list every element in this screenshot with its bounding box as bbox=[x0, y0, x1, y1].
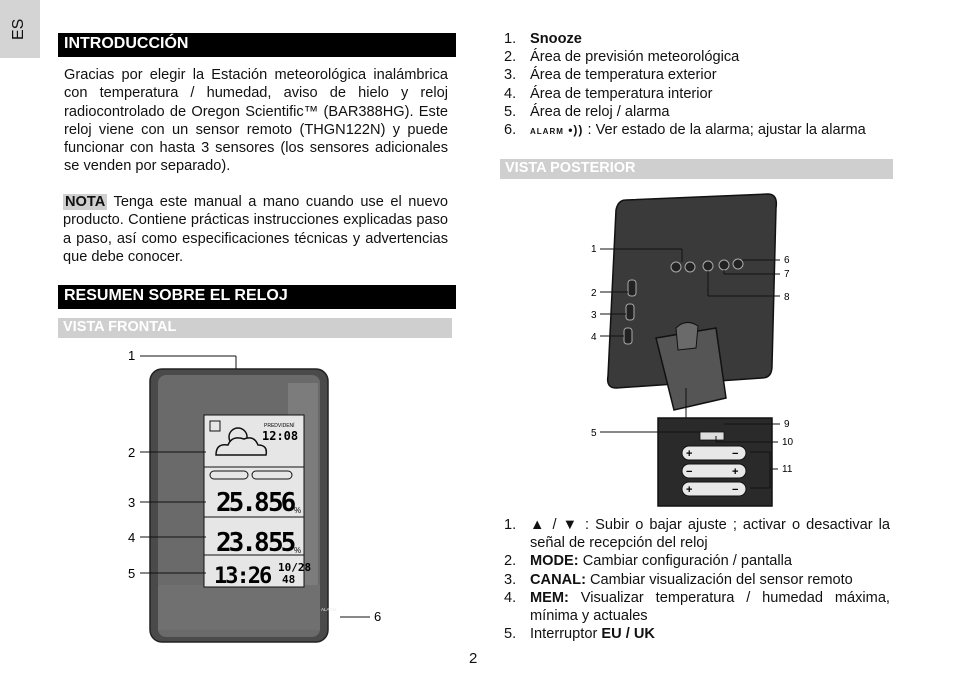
outdoor-humidity: 56 bbox=[268, 488, 294, 518]
list-item: 6. ALARM •)) : Ver estado de la alarma; ajustar la alarma bbox=[504, 122, 866, 139]
rear-callout-5: 5 bbox=[591, 428, 597, 439]
front-parts-list bbox=[500, 30, 895, 141]
rear-callout-11: 11 bbox=[782, 464, 793, 475]
svg-text:+: + bbox=[686, 448, 693, 460]
list-item: 1. ▲ / ▼ : Subir o bajar ajuste ; activar o desactivar la señal de recepción del reloj bbox=[504, 517, 890, 552]
rear-callout-10: 10 bbox=[782, 437, 794, 448]
alarm-button-label: ALARM bbox=[321, 607, 337, 612]
note-text: Tenga este manual a mano cuando use el nuevo producto. Contiene prácticas instrucciones explicadas paso a paso, así como especificaciones técnicas y advertencias que debe conocer. bbox=[63, 194, 448, 265]
note-paragraph bbox=[63, 193, 448, 266]
list-item: 4. MEM: Visualizar temperatura / humedad máxima, mínima y actuales bbox=[504, 589, 890, 625]
rear-callout-1: 1 bbox=[591, 244, 597, 255]
front-view-illustration bbox=[118, 345, 388, 650]
rear-callout-2: 2 bbox=[591, 288, 597, 299]
outdoor-humidity-unit: % bbox=[294, 506, 302, 515]
list-item: 2. Área de previsión meteorológica bbox=[504, 49, 740, 66]
forecast-label: PREDVIDENÍ bbox=[264, 423, 295, 429]
list-item: 5. Interruptor EU / UK bbox=[504, 626, 655, 643]
svg-text:−: − bbox=[686, 466, 693, 478]
svg-text:+: + bbox=[686, 484, 693, 496]
outdoor-temperature: 25.8 bbox=[216, 488, 267, 518]
rear-callout-8: 8 bbox=[784, 292, 790, 303]
intro-heading: INTRODUCCIÓN bbox=[58, 33, 456, 57]
indoor-humidity: 55 bbox=[268, 528, 294, 558]
front-callout-3: 3 bbox=[128, 495, 136, 510]
rear-callout-3: 3 bbox=[591, 310, 597, 321]
clock-time: 13:26 bbox=[214, 564, 271, 589]
note-label: NOTA bbox=[65, 194, 106, 210]
summary-heading: RESUMEN SOBRE EL RELOJ bbox=[58, 285, 456, 309]
list-item: 3. Área de temperatura exterior bbox=[504, 67, 717, 84]
rear-callout-4: 4 bbox=[591, 332, 597, 343]
list-item: 1. Snooze bbox=[504, 31, 582, 47]
indoor-temperature: 23.8 bbox=[216, 528, 267, 558]
forecast-time: 12:08 bbox=[262, 429, 299, 443]
list-item: 2. MODE: Cambiar configuración / pantalla bbox=[504, 553, 793, 570]
rear-parts-list bbox=[500, 516, 890, 643]
front-callout-4: 4 bbox=[128, 530, 136, 545]
svg-text:+: + bbox=[732, 466, 739, 478]
list-item: 4. Área de temperatura interior bbox=[504, 85, 713, 102]
front-callout-6: 6 bbox=[374, 609, 382, 624]
rear-view-illustration bbox=[586, 188, 806, 510]
down-arrow-icon: ▼ bbox=[562, 517, 579, 533]
front-callout-1: 1 bbox=[128, 348, 136, 363]
alarm-icon: ALARM •)) bbox=[530, 123, 584, 138]
front-view-heading: VISTA FRONTAL bbox=[58, 318, 452, 338]
language-label: ES bbox=[10, 18, 27, 40]
rear-view-heading: VISTA POSTERIOR bbox=[500, 159, 893, 179]
front-callout-5: 5 bbox=[128, 566, 136, 581]
up-arrow-icon: ▲ bbox=[530, 517, 547, 533]
svg-text:−: − bbox=[732, 484, 739, 496]
list-item: 5. Área de reloj / alarma bbox=[504, 103, 670, 120]
clock-seconds: 48 bbox=[282, 573, 296, 586]
list-item: 3. CANAL: Cambiar visualización del sensor remoto bbox=[504, 571, 853, 588]
rear-callout-6: 6 bbox=[784, 255, 790, 266]
indoor-humidity-unit: % bbox=[294, 546, 302, 555]
clock-date: 10/28 bbox=[278, 561, 312, 574]
front-callout-2: 2 bbox=[128, 445, 136, 460]
language-tab bbox=[0, 0, 40, 58]
rear-callout-7: 7 bbox=[784, 269, 790, 280]
intro-paragraph: Gracias por elegir la Estación meteorológica inalámbrica con temperatura / humedad, aviso de hielo y reloj radiocontrolado de Oregon Scientific™ (BAR388HG). Este reloj viene con un sensor remoto (THGN122N) y puede funcionar con hasta 3 sensores (los sensores adicionales se venden por separado). bbox=[64, 67, 448, 175]
page-number: 2 bbox=[469, 650, 478, 667]
rear-callout-9: 9 bbox=[784, 419, 790, 430]
svg-text:−: − bbox=[732, 448, 739, 460]
